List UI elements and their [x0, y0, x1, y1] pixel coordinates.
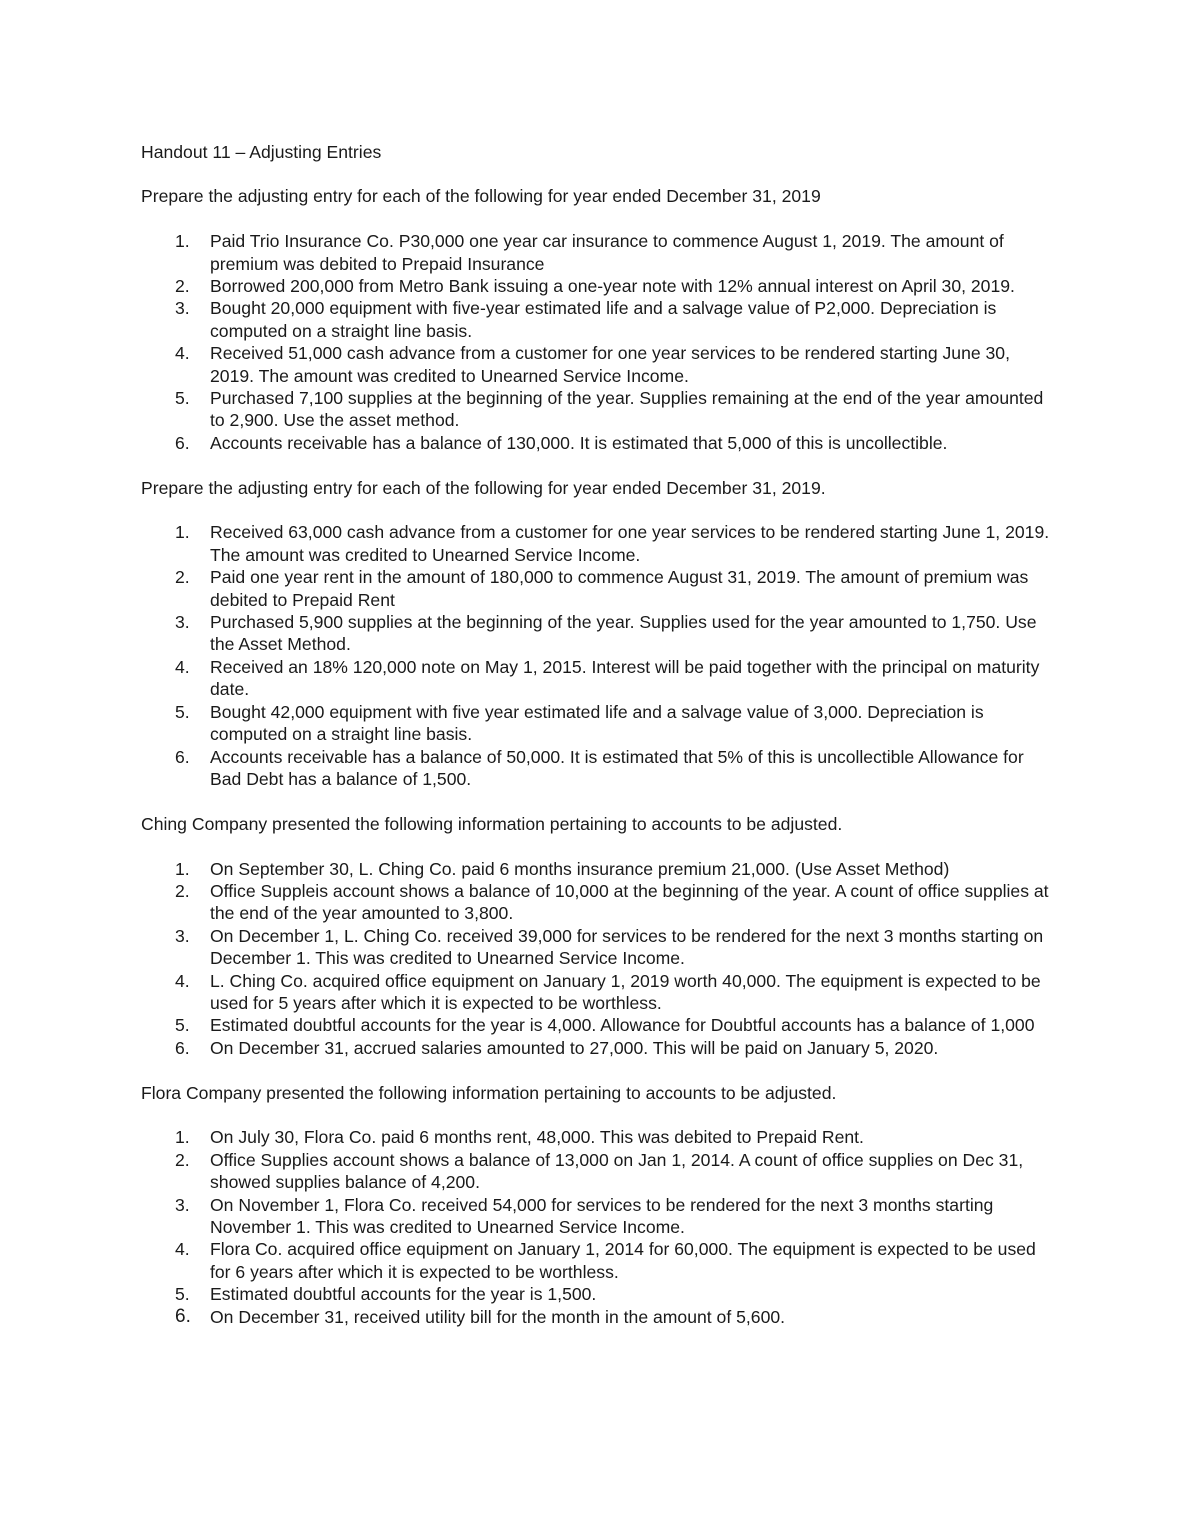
- item-text: Accounts receivable has a balance of 50,000. It is estimated that 5% of this is uncollectible Allowance for Bad Debt has a balance of 1,500.: [210, 746, 1024, 789]
- item-number: 2.: [175, 567, 190, 588]
- list-item: [141, 858, 1056, 880]
- item-text: Accounts receivable has a balance of 130,000. It is estimated that 5,000 of this is uncollectible.: [210, 432, 948, 453]
- item-text: On December 31, received utility bill for the month in the amount of 5,600.: [210, 1306, 786, 1327]
- item-text: On December 1, L. Ching Co. received 39,000 for services to be rendered for the next 3 months starting on December 1. This was credited to Unearned Service Income.: [210, 925, 1044, 969]
- item-number: 2.: [175, 880, 190, 901]
- item-text: Office Suppleis account shows a balance of 10,000 at the beginning of the year. A count of office supplies at the end of the year amounted to 3,800.: [210, 880, 1049, 924]
- list-item: [141, 925, 1056, 970]
- section-2-list: [141, 521, 1056, 790]
- section-4-intro: Flora Company presented the following information pertaining to accounts to be adjusted.: [141, 1082, 837, 1103]
- list-item: [141, 432, 1056, 454]
- item-number: 1.: [175, 858, 190, 879]
- item-text: Flora Co. acquired office equipment on January 1, 2014 for 60,000. The equipment is expected to be used for 6 years after which it is expected to be worthless.: [210, 1239, 1036, 1282]
- item-number: 6.: [175, 1037, 190, 1058]
- list-item: [141, 1283, 1056, 1305]
- item-number: 3.: [175, 612, 190, 633]
- item-number: 2.: [175, 276, 190, 297]
- list-item: [141, 230, 1056, 275]
- item-number: 2.: [175, 1149, 190, 1170]
- list-item: [141, 1194, 1056, 1239]
- list-item: [141, 611, 1056, 656]
- item-text: Bought 20,000 equipment with five-year estimated life and a salvage value of P2,000. Depreciation is computed on a straight line basis.: [210, 298, 997, 341]
- item-text: Office Supplies account shows a balance of 13,000 on Jan 1, 2014. A count of office supplies on Dec 31, showed supplies balance of 4,200.: [210, 1149, 1024, 1193]
- item-text: Received 63,000 cash advance from a customer for one year services to be rendered starting June 1, 2019. The amount was credited to Unearned Service Income.: [210, 522, 1050, 565]
- section-1-intro: Prepare the adjusting entry for each of the following for year ended December 31, 2019: [141, 186, 821, 207]
- item-number: 5.: [175, 701, 190, 722]
- item-number: 4.: [175, 1239, 190, 1260]
- item-text: Paid Trio Insurance Co. P30,000 one year car insurance to commence August 1, 2019. The amount of premium was debited to Prepaid Insurance: [210, 231, 1004, 274]
- section-1-list: [141, 230, 1056, 454]
- item-text: Paid one year rent in the amount of 180,000 to commence August 31, 2019. The amount of premium was debited to Prepaid Rent: [210, 567, 1029, 610]
- item-text: Estimated doubtful accounts for the year is 1,500.: [210, 1284, 597, 1305]
- list-item: [141, 275, 1056, 297]
- item-number: 4.: [175, 970, 190, 991]
- list-item: [141, 521, 1056, 566]
- list-item: [141, 1238, 1056, 1283]
- item-text: Purchased 7,100 supplies at the beginning of the year. Supplies remaining at the end of the year amounted to 2,900. Use the asset method.: [210, 388, 1044, 431]
- list-item: [141, 746, 1056, 791]
- document-title: Handout 11 – Adjusting Entries: [141, 142, 382, 162]
- document-content: [141, 141, 1056, 1350]
- item-number: 5.: [175, 1284, 190, 1305]
- item-text: Bought 42,000 equipment with five year estimated life and a salvage value of 3,000. Depreciation is computed on a straight line basis.: [210, 701, 984, 745]
- item-text: On December 31, accrued salaries amounted to 27,000. This will be paid on January 5, 2020.: [210, 1037, 939, 1058]
- list-item: [141, 566, 1056, 611]
- item-number: 6.: [175, 1305, 191, 1327]
- item-text: On November 1, Flora Co. received 54,000 for services to be rendered for the next 3 months starting November 1. This was credited to Unearned Service Income.: [210, 1194, 994, 1237]
- item-number: 5.: [175, 388, 190, 409]
- list-item: [141, 970, 1056, 1015]
- section-3-list: [141, 858, 1056, 1060]
- item-number: 6.: [175, 432, 190, 453]
- item-number: 3.: [175, 1194, 190, 1215]
- item-text: On July 30, Flora Co. paid 6 months rent, 48,000. This was debited to Prepaid Rent.: [210, 1127, 864, 1148]
- list-item: [141, 1149, 1056, 1194]
- list-item: [141, 342, 1056, 387]
- item-text: Purchased 5,900 supplies at the beginning of the year. Supplies used for the year amounted to 1,750. Use the Asset Method.: [210, 612, 1037, 655]
- item-number: 1.: [175, 231, 190, 252]
- item-text: Received an 18% 120,000 note on May 1, 2015. Interest will be paid together with the principal on maturity date.: [210, 656, 1040, 700]
- item-number: 3.: [175, 925, 190, 946]
- list-item: [141, 701, 1056, 746]
- item-text: Borrowed 200,000 from Metro Bank issuing a one-year note with 12% annual interest on April 30, 2019.: [210, 276, 1015, 297]
- list-item: [141, 880, 1056, 925]
- section-4-list: [141, 1126, 1056, 1328]
- item-number: 4.: [175, 656, 190, 677]
- item-number: 4.: [175, 343, 190, 364]
- item-number: 1.: [175, 1127, 190, 1148]
- item-number: 3.: [175, 298, 190, 319]
- section-3-intro: Ching Company presented the following information pertaining to accounts to be adjusted.: [141, 813, 843, 834]
- item-text: Estimated doubtful accounts for the year is 4,000. Allowance for Doubtful accounts has a balance of 1,000: [210, 1015, 1035, 1036]
- list-item: [141, 1014, 1056, 1036]
- section-2-intro: Prepare the adjusting entry for each of the following for year ended December 31, 2019.: [141, 477, 826, 498]
- list-item: [141, 656, 1056, 701]
- list-item: [141, 297, 1056, 342]
- list-item: [141, 1306, 1056, 1328]
- item-number: 6.: [175, 746, 190, 767]
- list-item: [141, 387, 1056, 432]
- item-text: L. Ching Co. acquired office equipment on January 1, 2019 worth 40,000. The equipment is expected to be used for 5 years after which it is expected to be worthless.: [210, 970, 1041, 1013]
- item-number: 5.: [175, 1015, 190, 1036]
- item-text: Received 51,000 cash advance from a customer for one year services to be rendered starting June 30, 2019. The amount was credited to Unearned Service Income.: [210, 343, 1010, 386]
- list-item: [141, 1037, 1056, 1059]
- item-number: 1.: [175, 522, 190, 543]
- item-text: On September 30, L. Ching Co. paid 6 months insurance premium 21,000. (Use Asset Method): [210, 858, 950, 879]
- list-item: [141, 1126, 1056, 1148]
